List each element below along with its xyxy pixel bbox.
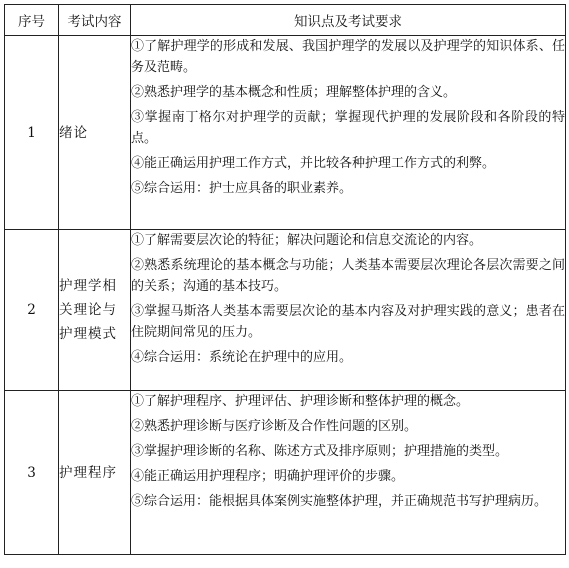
requirement-item: ④能正确运用护理工作方式，并比较各种护理工作方式的利弊。 [131, 156, 496, 171]
row-topic: 护理程序 [59, 391, 131, 555]
requirement-item: ②熟悉护理学的基本概念和性质；理解整体护理的含义。 [131, 85, 457, 100]
row-topic: 绪论 [59, 36, 131, 230]
table-row [5, 36, 566, 230]
requirement-item: ⑤综合运用：能根据具体案例实施整体护理，并正确规范书写护理病历。 [131, 494, 548, 509]
row-requirements [131, 391, 566, 555]
table-row [5, 391, 566, 555]
header-exam-content: 考试内容 [59, 5, 131, 36]
requirement-item: ①了解护理程序、护理评估、护理诊断和整体护理的概念。 [131, 394, 470, 409]
header-no: 序号 [5, 5, 59, 36]
table-header-row [5, 5, 566, 36]
exam-syllabus-table [4, 4, 566, 555]
row-number: 1 [5, 36, 59, 230]
requirement-item: ①了解需要层次论的特征；解决问题论和信息交流论的内容。 [131, 233, 483, 248]
requirement-item: ②熟悉护理诊断与医疗诊断及合作性问题的区别。 [131, 419, 418, 434]
requirement-item: ③掌握南丁格尔对护理学的贡献；掌握现代护理的发展阶段和各阶段的特点。 [131, 110, 565, 146]
row-requirements [131, 230, 566, 391]
row-number: 3 [5, 391, 59, 555]
requirement-item: ④综合运用：系统论在护理中的应用。 [131, 350, 353, 365]
row-requirements [131, 36, 566, 230]
requirement-item: ③掌握马斯洛人类基本需要层次论的基本内容及对护理实践的意义；患者在住院期间常见的压力。 [131, 304, 565, 340]
row-number: 2 [5, 230, 59, 391]
row-topic: 护理学相关理论与护理模式 [59, 230, 131, 391]
table-row [5, 230, 566, 391]
requirement-item: ①了解护理学的形成和发展、我国护理学的发展以及护理学的知识体系、任务及范畴。 [131, 39, 565, 75]
requirement-item: ④能正确运用护理程序；明确护理评价的步骤。 [131, 469, 405, 484]
requirement-item: ②熟悉系统理论的基本概念与功能；人类基本需要层次理论各层次需要之间的关系；沟通的基本技巧。 [131, 258, 565, 294]
requirement-item: ③掌握护理诊断的名称、陈述方式及排序原则；护理措施的类型。 [131, 444, 509, 459]
requirement-item: ⑤综合运用：护士应具备的职业素养。 [131, 181, 353, 196]
header-requirements: 知识点及考试要求 [131, 5, 566, 36]
